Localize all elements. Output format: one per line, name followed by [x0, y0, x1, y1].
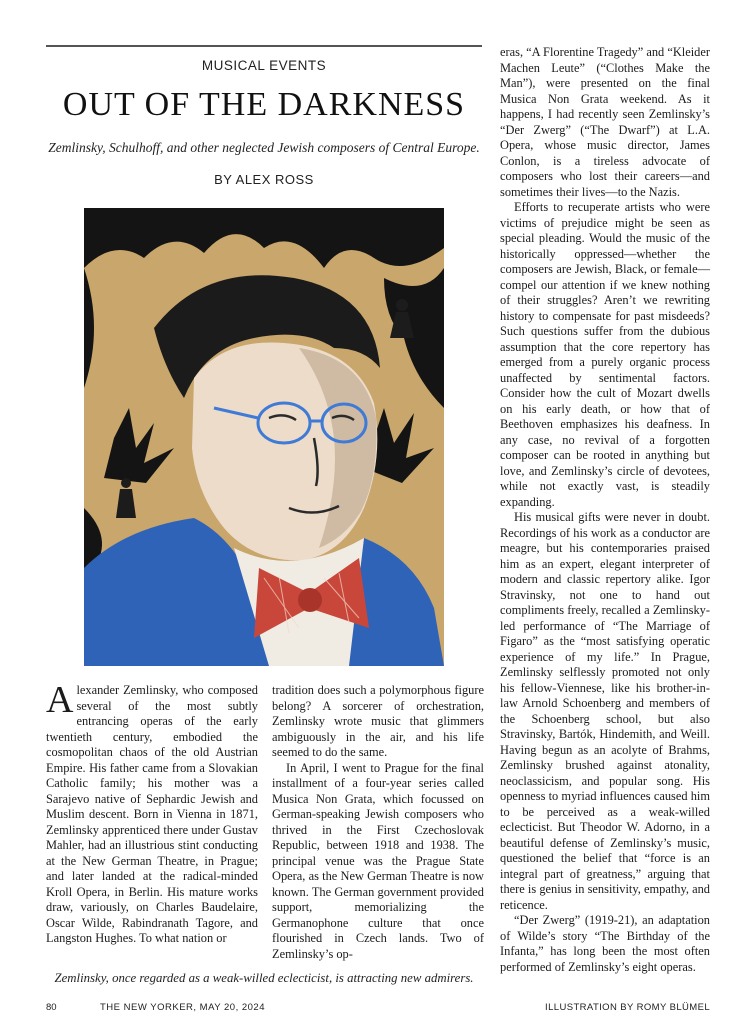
headline: OUT OF THE DARKNESS	[62, 86, 466, 123]
paragraph: lexander Zemlinsky, who composed several of the most subtly entrancing operas of the early twentieth century, embodied the cosmopolitan chaos of the old Austrian Empire. His father came from a Slovakian Catholic family; his mother was a Sarajevo native of Sephardic Jewish and Muslim descent. Born in Vienna in 1871, Zemlinsky apprenticed there under Gustav Mahler, had an illustrious stint conducting at the New German Theatre, in Prague; and later landed at the radical-minded Kroll Opera, in Berlin. His mature works draw, variously, on Charles Baudelaire, Oscar Wilde, Rabindranath Tagore, and Langston Hughes. To what nation or	[46, 683, 258, 945]
paragraph: tradition does such a polymorphous figure belong? A sorcerer of orchestration, Zemlinsky wrote music that glimmers ambiguously in the air, and his life seemed to do the same.	[272, 683, 484, 759]
paragraph: “Der Zwerg” (1919-21), an adaptation of Wilde’s story “The Birthday of the Infanta,” has long been the most often performed of Zemlinsky’s eight operas.	[500, 913, 710, 974]
illustration-caption: Zemlinsky, once regarded as a weak-willed eclecticist, is attracting new admirers.	[54, 971, 474, 985]
paragraph: In April, I went to Prague for the final installment of a four-year series called Musica Non Grata, which focussed on German-speaking Jewish composers who thrived in the First Czechoslovak Republic, between 1918 and 1938. The principal venue was the Prague State Opera, as the New German Theatre is now known. The German government provided support, memorializing the Germanophone culture that once flourished in Czech lands. Two of Zemlinsky’s op-	[272, 760, 484, 961]
column-1	[46, 679, 258, 947]
illustration	[84, 208, 444, 666]
column-2	[272, 683, 484, 962]
paragraph: eras, “A Florentine Tragedy” and “Kleider Machen Leute” (“Clothes Make the Man”), were presented on the final Musica Non Grata weekend. As it happens, I had recently seen Zemlinsky’s “Der Zwerg” (“The Dwarf”) at L.A. Opera, whose music director, James Conlon, is a tireless advocate of composers who lost their careers—and sometimes their lives—to the Nazis.	[500, 45, 710, 199]
top-rule	[46, 45, 482, 47]
byline: BY ALEX ROSS	[214, 172, 314, 187]
bowtie-knot	[298, 588, 322, 612]
drop-cap: A	[46, 679, 74, 721]
magazine-issue: THE NEW YORKER, MAY 20, 2024	[100, 1002, 265, 1013]
rubric: MUSICAL EVENTS	[201, 58, 327, 73]
paragraph: His musical gifts were never in doubt. Recordings of his work as a conductor are meagre, but his contemporaries praised him as an expert, elegant interpreter of modern and classic repertory alike. Igor Stravinsky, not one to hand out compliments freely, recalled a Zemlinsky-led performance of “The Marriage of Figaro” as the “most satisfying operatic experience of my life.” In Prague, Zemlinsky selflessly promoted not only his fellow-Viennese, like his brother-in-law Arnold Schoenberg and members of the Schoenberg school, but also Stravinsky, Bartók, Hindemith, and Weill. Having begun as an acolyte of Brahms, Zemlinsky brushed against atonality, neoclassicism, and popular song. His openness to myriad influences caused him to be perceived as a weak-willed eclecticist. But Theodor W. Adorno, in a beautiful defense of Zemlinsky’s music, questioned the belief that “force is an integral part of greatness,” arguing that there is genius in sensitivity, empathy, and reticence.	[500, 510, 710, 912]
page-number: 80	[46, 1002, 57, 1013]
dek: Zemlinsky, Schulhoff, and other neglected Jewish composers of Central Europe.	[48, 140, 480, 155]
column-3	[500, 45, 710, 975]
illustration-credit: ILLUSTRATION BY ROMY BLÜMEL	[545, 1002, 710, 1013]
paragraph: Efforts to recuperate artists who were victims of prejudice might be seen as special pleading. Would the music of the historically oppressed—whether the composers are Jewish, Black, or female—compel our attention if we knew nothing of their struggles? Aren’t we rewriting history to compensate for past misdeeds? Such questions suffer from the dubious assumption that the core repertory has emerged from a purely organic process unaffected by sentimental factors. Consider how the cult of Mozart dwells on his early death, or how that of Beethoven emphasizes his deafness. In any case, no revival of a forgotten composer can be rooted in anything but love, and Zemlinsky’s circle of devotees, while not exactly vast, is steadily expanding.	[500, 200, 710, 509]
